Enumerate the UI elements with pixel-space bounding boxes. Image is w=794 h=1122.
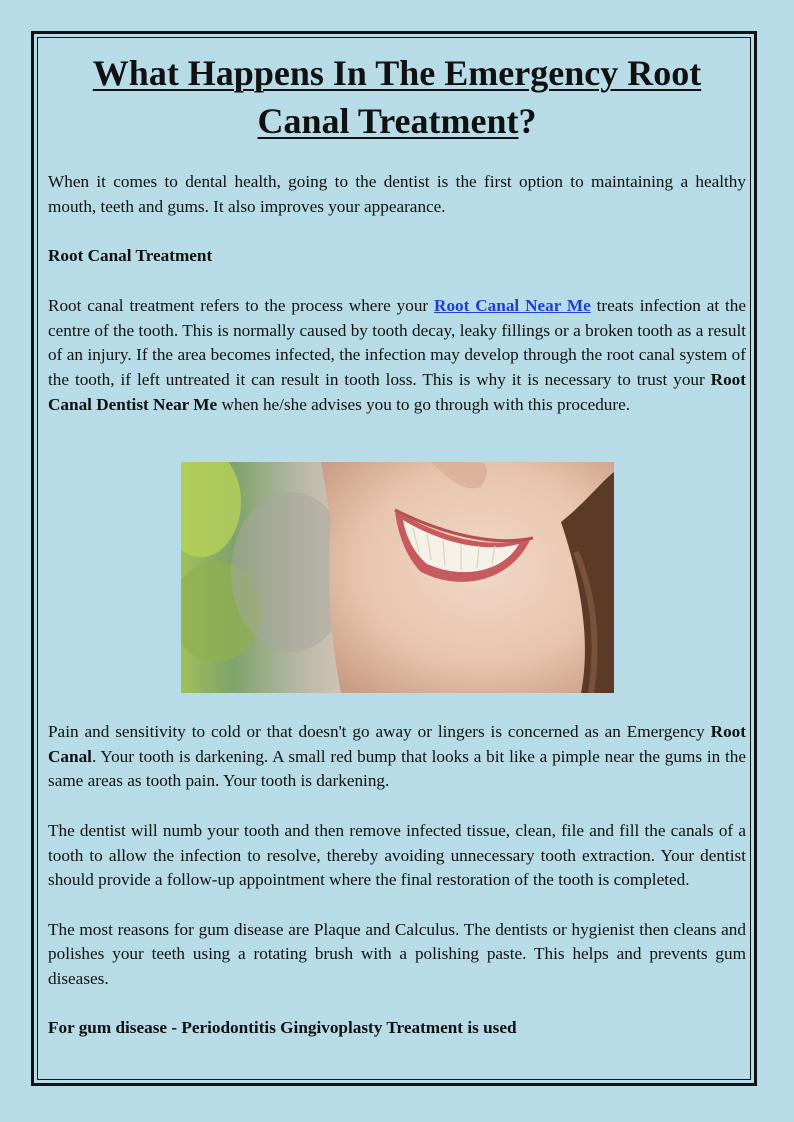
para2-text-start: Root canal treatment refers to the process where your	[48, 295, 435, 315]
root-canal-dentist-bold: Root Canal Dentist Near Me	[48, 369, 746, 414]
page-title	[48, 47, 746, 145]
intro-paragraph: When it comes to dental health, going to the dentist is the first option to maintaining a healthy mouth, teeth and gums. It also improves your appearance.	[48, 172, 746, 216]
smiling-woman-photo	[181, 462, 614, 693]
root-canal-near-me-link[interactable]: Root Canal Near Me	[434, 295, 591, 315]
title-line-1: What Happens In The Emergency Root	[92, 53, 702, 93]
emergency-paragraph	[48, 720, 746, 794]
closing-bold-line: For gum disease - Periodontitis Gingivoplasty Treatment is used	[48, 1018, 517, 1038]
procedure-paragraph: The dentist will numb your tooth and then remove infected tissue, clean, file and fill the canals of a tooth to allow the infection to resolve, thereby avoiding unnecessary tooth extraction. Your dentist should provide a follow-up appointment where the final restoration of the tooth is completed.	[48, 820, 746, 890]
para2-text-middle: treats infection at the centre of the tooth. This is normally caused by tooth decay, leaky fillings or a broken tooth as a result of an injury. If the area becomes infected, the infection may develop through the root canal system of the tooth, if left untreated it can result in tooth loss. This is why it is necessary to trust your	[48, 295, 747, 389]
title-line-2: Canal Treatment	[257, 101, 519, 141]
title-question-mark: ?	[518, 101, 537, 141]
root-canal-paragraph	[48, 294, 746, 418]
root-canal-bold: Root Canal	[48, 722, 746, 766]
para3-text-end: . Your tooth is darkening. A small red bump that looks a bit like a pimple near the gums in the same areas as tooth pain. Your tooth is darkening.	[48, 746, 746, 791]
gum-disease-paragraph: The most reasons for gum disease are Plaque and Calculus. The dentists or hygienist then cleans and polishes your teeth using a rotating brush with a polishing paste. This helps and prevents gum diseases.	[48, 919, 746, 988]
article-body-continued	[48, 720, 746, 1041]
para2-text-end: when he/she advises you to go through with this procedure.	[217, 394, 631, 414]
section-heading: Root Canal Treatment	[48, 246, 213, 266]
para3-text-start: Pain and sensitivity to cold or that doesn't go away or lingers is concerned as an Emergency	[48, 722, 711, 741]
article-body	[48, 47, 746, 417]
